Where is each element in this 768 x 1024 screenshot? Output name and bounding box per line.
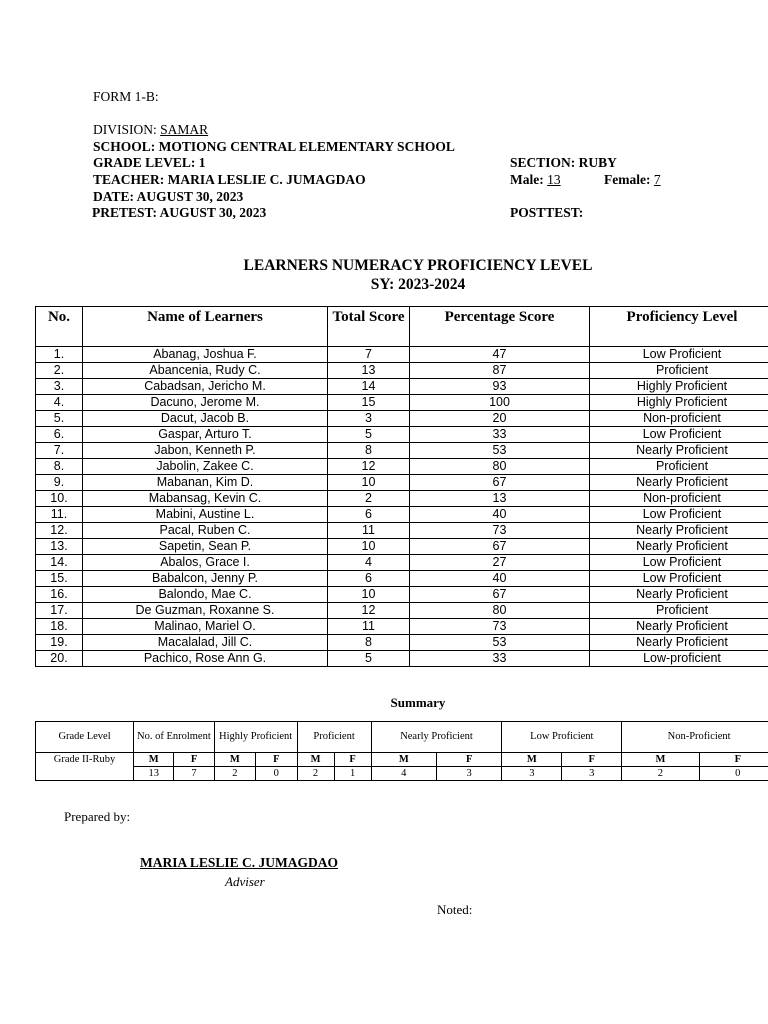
percentage-score: 53 (410, 635, 590, 651)
row-number: 1. (36, 347, 83, 363)
teacher-line: TEACHER: MARIA LESLIE C. JUMAGDAO (93, 172, 366, 187)
percentage-score: 53 (410, 443, 590, 459)
total-score: 10 (328, 587, 410, 603)
proficiency-level: Nearly Proficient (590, 523, 768, 539)
learner-name: Sapetin, Sean P. (83, 539, 328, 555)
division-value: SAMAR (160, 122, 209, 137)
learner-name: Mabansag, Kevin C. (83, 491, 328, 507)
learner-name: Mabini, Austine L. (83, 507, 328, 523)
total-score: 12 (328, 459, 410, 475)
header-percentage-score: Percentage Score (410, 307, 590, 347)
form-label: FORM 1-B: (93, 89, 159, 104)
summary-mf-label: F (256, 753, 297, 767)
male-count (510, 172, 561, 188)
summary-values-row (36, 767, 768, 781)
percentage-score: 93 (410, 379, 590, 395)
summary-proficient-header: Proficient (297, 722, 371, 753)
summary-mf-label: M (502, 753, 562, 767)
row-number: 19. (36, 635, 83, 651)
learner-name: Pacal, Ruben C. (83, 523, 328, 539)
proficiency-level: Proficient (590, 363, 768, 379)
grade-level-line: GRADE LEVEL: 1 (93, 155, 206, 170)
learner-name: Mabanan, Kim D. (83, 475, 328, 491)
summary-value: 2 (297, 767, 334, 781)
total-score: 5 (328, 427, 410, 443)
proficiency-level: Nearly Proficient (590, 587, 768, 603)
learner-name: Cabadsan, Jericho M. (83, 379, 328, 395)
learner-name: Dacut, Jacob B. (83, 411, 328, 427)
summary-value: 0 (256, 767, 297, 781)
proficiency-level: Low Proficient (590, 555, 768, 571)
table-row (36, 459, 768, 475)
division-line (93, 122, 208, 138)
summary-mf-label: F (436, 753, 501, 767)
table-header-row (36, 307, 768, 347)
learner-name: Dacuno, Jerome M. (83, 395, 328, 411)
percentage-score: 73 (410, 523, 590, 539)
total-score: 8 (328, 443, 410, 459)
row-number: 3. (36, 379, 83, 395)
learner-name: De Guzman, Roxanne S. (83, 603, 328, 619)
summary-value: 2 (622, 767, 699, 781)
summary-mf-label: M (297, 753, 334, 767)
percentage-score: 80 (410, 459, 590, 475)
total-score: 6 (328, 507, 410, 523)
table-row (36, 523, 768, 539)
pretest-line: PRETEST: AUGUST 30, 2023 (92, 205, 267, 220)
summary-enrolment-header: No. of Enrolment (134, 722, 215, 753)
learner-name: Pachico, Rose Ann G. (83, 651, 328, 667)
summary-mf-label: F (334, 753, 371, 767)
total-score: 15 (328, 395, 410, 411)
proficiency-level: Low Proficient (590, 427, 768, 443)
school-year: SY: 2023-2024 (370, 276, 466, 293)
document-title: LEARNERS NUMERACY PROFICIENCY LEVEL (243, 257, 593, 274)
table-row (36, 651, 768, 667)
learners-table (35, 306, 768, 667)
summary-non-proficient-header: Non-Proficient (622, 722, 768, 753)
table-row (36, 427, 768, 443)
percentage-score: 33 (410, 651, 590, 667)
division-label: DIVISION: (93, 122, 161, 137)
summary-value: 3 (436, 767, 501, 781)
proficiency-level: Nearly Proficient (590, 475, 768, 491)
table-row (36, 555, 768, 571)
header-no: No. (36, 307, 83, 347)
proficiency-level: Non-proficient (590, 491, 768, 507)
total-score: 11 (328, 523, 410, 539)
proficiency-level: Non-proficient (590, 411, 768, 427)
percentage-score: 40 (410, 571, 590, 587)
percentage-score: 20 (410, 411, 590, 427)
total-score: 4 (328, 555, 410, 571)
header-name: Name of Learners (83, 307, 328, 347)
summary-grade-level-header: Grade Level (36, 722, 134, 753)
summary-nearly-proficient-header: Nearly Proficient (371, 722, 502, 753)
table-row (36, 603, 768, 619)
summary-header-row (36, 722, 768, 753)
total-score: 11 (328, 619, 410, 635)
table-row (36, 347, 768, 363)
summary-table (35, 721, 768, 781)
total-score: 7 (328, 347, 410, 363)
total-score: 12 (328, 603, 410, 619)
row-number: 5. (36, 411, 83, 427)
percentage-score: 67 (410, 587, 590, 603)
table-row (36, 571, 768, 587)
summary-value: 13 (134, 767, 174, 781)
percentage-score: 27 (410, 555, 590, 571)
row-number: 7. (36, 443, 83, 459)
proficiency-level: Highly Proficient (590, 379, 768, 395)
total-score: 10 (328, 539, 410, 555)
summary-value: 0 (699, 767, 768, 781)
date-line: DATE: AUGUST 30, 2023 (93, 189, 244, 204)
total-score: 13 (328, 363, 410, 379)
proficiency-level: Proficient (590, 603, 768, 619)
proficiency-level: Low-proficient (590, 651, 768, 667)
school-line: SCHOOL: MOTIONG CENTRAL ELEMENTARY SCHOOL (93, 139, 455, 154)
percentage-score: 13 (410, 491, 590, 507)
table-row (36, 587, 768, 603)
learner-name: Balondo, Mae C. (83, 587, 328, 603)
table-row (36, 619, 768, 635)
adviser-name: MARIA LESLIE C. JUMAGDAO (140, 855, 339, 870)
row-number: 8. (36, 459, 83, 475)
table-row (36, 491, 768, 507)
percentage-score: 87 (410, 363, 590, 379)
section-line: SECTION: RUBY (510, 155, 617, 170)
proficiency-level: Highly Proficient (590, 395, 768, 411)
learner-name: Babalcon, Jenny P. (83, 571, 328, 587)
summary-mf-label: F (562, 753, 622, 767)
proficiency-level: Low Proficient (590, 571, 768, 587)
total-score: 5 (328, 651, 410, 667)
proficiency-level: Nearly Proficient (590, 635, 768, 651)
row-number: 9. (36, 475, 83, 491)
total-score: 14 (328, 379, 410, 395)
row-number: 18. (36, 619, 83, 635)
summary-grade-value: Grade II-Ruby (36, 753, 134, 781)
proficiency-level: Proficient (590, 459, 768, 475)
total-score: 6 (328, 571, 410, 587)
learner-name: Macalalad, Jill C. (83, 635, 328, 651)
proficiency-level: Nearly Proficient (590, 539, 768, 555)
row-number: 12. (36, 523, 83, 539)
learner-name: Jabolin, Zakee C. (83, 459, 328, 475)
summary-value: 3 (562, 767, 622, 781)
learner-name: Abanag, Joshua F. (83, 347, 328, 363)
adviser-title: Adviser (225, 874, 265, 889)
total-score: 8 (328, 635, 410, 651)
table-row (36, 635, 768, 651)
percentage-score: 33 (410, 427, 590, 443)
male-label: Male: (510, 172, 548, 187)
prepared-by-label: Prepared by: (64, 809, 131, 824)
noted-label: Noted: (437, 902, 473, 917)
row-number: 20. (36, 651, 83, 667)
learner-name: Jabon, Kenneth P. (83, 443, 328, 459)
learner-name: Gaspar, Arturo T. (83, 427, 328, 443)
table-row (36, 363, 768, 379)
table-row (36, 395, 768, 411)
posttest-line: POSTTEST: (510, 205, 584, 220)
total-score: 2 (328, 491, 410, 507)
table-row (36, 443, 768, 459)
female-value: 7 (653, 172, 661, 187)
row-number: 13. (36, 539, 83, 555)
percentage-score: 47 (410, 347, 590, 363)
table-row (36, 411, 768, 427)
female-label: Female: (604, 172, 654, 187)
table-row (36, 379, 768, 395)
summary-value: 7 (174, 767, 214, 781)
percentage-score: 40 (410, 507, 590, 523)
learner-name: Malinao, Mariel O. (83, 619, 328, 635)
summary-mf-label: F (699, 753, 768, 767)
male-value: 13 (547, 172, 561, 187)
summary-value: 1 (334, 767, 371, 781)
summary-low-proficient-header: Low Proficient (502, 722, 622, 753)
summary-title: Summary (390, 695, 446, 710)
header-proficiency-level: Proficiency Level (590, 307, 768, 347)
row-number: 15. (36, 571, 83, 587)
row-number: 2. (36, 363, 83, 379)
header-total-score: Total Score (328, 307, 410, 347)
total-score: 10 (328, 475, 410, 491)
proficiency-level: Low Proficient (590, 347, 768, 363)
percentage-score: 80 (410, 603, 590, 619)
summary-mf-label: M (214, 753, 255, 767)
row-number: 17. (36, 603, 83, 619)
table-row (36, 507, 768, 523)
proficiency-level: Low Proficient (590, 507, 768, 523)
summary-mf-label: M (622, 753, 699, 767)
percentage-score: 67 (410, 539, 590, 555)
row-number: 14. (36, 555, 83, 571)
female-count (604, 172, 661, 188)
percentage-score: 73 (410, 619, 590, 635)
summary-value: 4 (371, 767, 436, 781)
summary-value: 3 (502, 767, 562, 781)
percentage-score: 67 (410, 475, 590, 491)
proficiency-level: Nearly Proficient (590, 443, 768, 459)
summary-highly-proficient-header: Highly Proficient (214, 722, 297, 753)
summary-mf-label: M (134, 753, 174, 767)
summary-mf-row (36, 753, 768, 767)
row-number: 10. (36, 491, 83, 507)
summary-mf-label: M (371, 753, 436, 767)
proficiency-level: Nearly Proficient (590, 619, 768, 635)
row-number: 11. (36, 507, 83, 523)
learner-name: Abancenia, Rudy C. (83, 363, 328, 379)
row-number: 6. (36, 427, 83, 443)
table-row (36, 539, 768, 555)
learner-name: Abalos, Grace I. (83, 555, 328, 571)
table-row (36, 475, 768, 491)
row-number: 4. (36, 395, 83, 411)
row-number: 16. (36, 587, 83, 603)
total-score: 3 (328, 411, 410, 427)
percentage-score: 100 (410, 395, 590, 411)
summary-mf-label: F (174, 753, 214, 767)
summary-value: 2 (214, 767, 255, 781)
